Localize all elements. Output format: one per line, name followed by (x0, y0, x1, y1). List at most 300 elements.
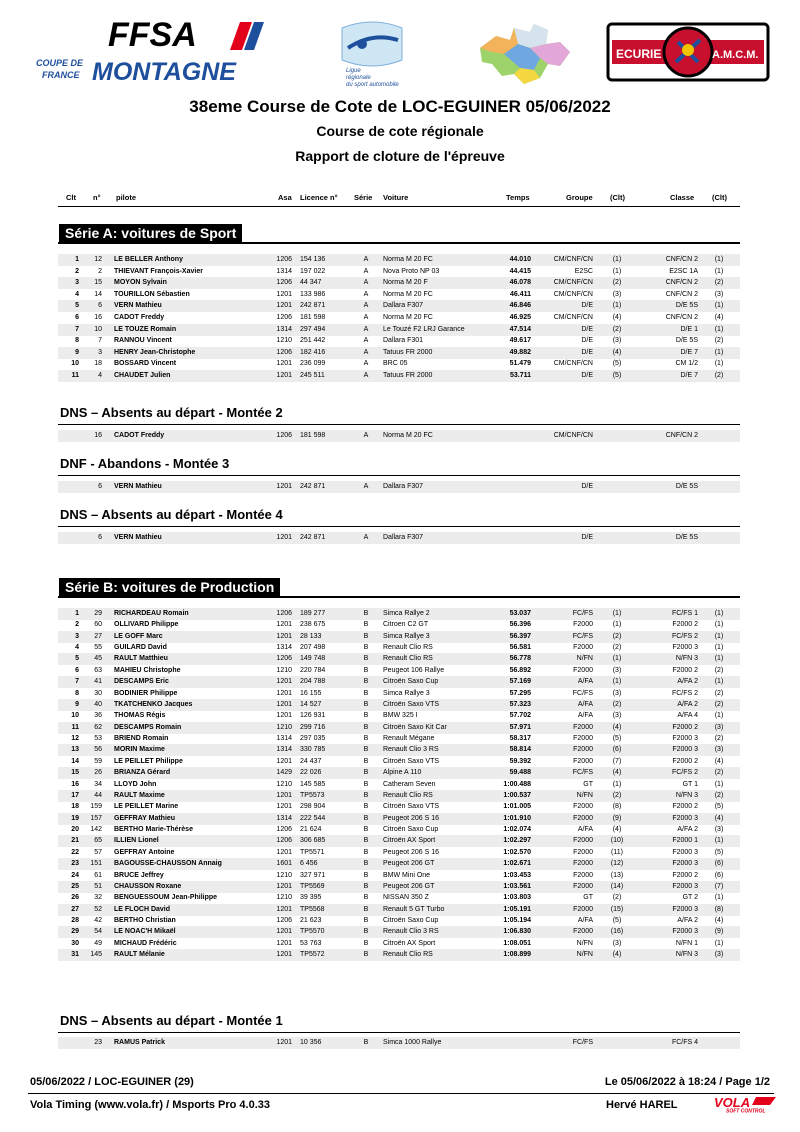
table-row (58, 430, 740, 442)
footer-page: Le 05/06/2022 à 18:24 / Page 1/2 (604, 1076, 770, 1088)
cell-number: 63 (94, 666, 102, 674)
cell-group: F2000 (573, 882, 593, 890)
cell-class-rank: (4) (714, 757, 724, 765)
cell-group: GT (583, 780, 593, 788)
ligue-logo (332, 14, 412, 94)
cell-car: BMW 325 I (383, 712, 418, 720)
cell-pilot: RICHARDEAU Romain (114, 610, 189, 617)
cell-group-rank: (2) (612, 325, 622, 333)
cell-number: 55 (94, 644, 102, 652)
ecurie-amcm-logo (606, 22, 770, 82)
cell-pilot: MICHAUD Frédéric (114, 939, 177, 947)
logo-row (0, 12, 800, 90)
cell-class: CNF/CN 2 (665, 432, 698, 439)
table-row (58, 358, 740, 370)
cell-licence: 297 494 (300, 325, 326, 333)
cell-number: 42 (94, 916, 102, 924)
cell-car: Renault Clio 3 RS (383, 928, 439, 936)
cell-licence: 6 456 (300, 860, 318, 868)
cell-class-rank: (1) (714, 360, 724, 368)
cell-pilot: CADOT Freddy (114, 432, 165, 439)
cell-pilot: RAULT Maxime (114, 791, 165, 799)
col-clt-classe: (Clt) (712, 193, 727, 202)
cell-number: 53 (94, 735, 102, 743)
cell-pilot: VERN Mathieu (114, 302, 162, 310)
col-pilote: pilote (116, 193, 136, 202)
cell-pilot: DESCAMPS Eric (114, 678, 169, 686)
table-row (58, 335, 740, 347)
cell-class: D/E 7 (680, 348, 698, 356)
cell-group: F2000 (573, 644, 593, 652)
cell-serie: B (363, 905, 369, 913)
cell-car: Tatuus FR 2000 (383, 372, 433, 379)
cell-group-rank: (13) (610, 871, 624, 879)
cell-rank: 8 (75, 337, 79, 345)
cell-class: F2000 3 (672, 644, 698, 652)
table-row (58, 892, 740, 904)
serie-b-rule (58, 596, 740, 598)
cell-rank: 30 (71, 939, 79, 947)
cell-group-rank: (1) (612, 256, 622, 263)
cell-asa: 1201 (276, 1039, 292, 1046)
cell-group-rank: (2) (612, 894, 622, 902)
cell-serie: A (363, 348, 369, 356)
cell-group-rank: (4) (612, 723, 622, 731)
cell-time: 46.411 (509, 290, 531, 298)
cell-group: D/E (581, 337, 593, 345)
table-row (58, 277, 740, 289)
cell-group-rank: (6) (612, 746, 622, 754)
cell-class: FC/FS 2 (671, 689, 698, 697)
cell-class-rank: (3) (714, 290, 724, 298)
cell-rank: 23 (71, 860, 79, 868)
cell-licence: 16 155 (300, 689, 322, 697)
cell-car: Citroën AX Sport (383, 837, 436, 845)
cell-time: 44.415 (509, 267, 531, 275)
cell-rank: 3 (75, 279, 79, 287)
cell-class-rank: (1) (714, 712, 724, 720)
column-headers (0, 193, 800, 205)
cell-number: 62 (94, 723, 102, 731)
cell-class: A/FA 4 (677, 712, 698, 720)
cell-licence: 238 675 (300, 621, 326, 629)
cell-time: 59.392 (509, 757, 531, 765)
cell-asa: 1314 (276, 325, 292, 333)
cell-serie: B (363, 826, 369, 834)
cell-group-rank: (4) (612, 769, 622, 777)
cell-class-rank: (2) (714, 769, 724, 777)
cell-number: 44 (94, 791, 102, 799)
cell-group: F2000 (573, 928, 593, 936)
cell-pilot: GUILARD David (114, 644, 167, 652)
cell-rank: 9 (75, 348, 79, 356)
cell-pilot: BRIANZA Gérard (114, 769, 171, 777)
cell-group-rank: (1) (612, 678, 622, 686)
cell-group: F2000 (573, 621, 593, 629)
cell-asa: 1201 (276, 678, 292, 686)
cell-asa: 1206 (276, 837, 292, 845)
cell-number: 142 (90, 826, 102, 834)
cell-rank: 10 (71, 712, 79, 720)
cell-group-rank: (3) (612, 689, 622, 697)
cell-group-rank: (3) (612, 290, 622, 298)
cell-group: FC/FS (572, 689, 593, 697)
cell-number: 23 (94, 1039, 102, 1046)
cell-asa: 1201 (276, 483, 292, 490)
cell-rank: 6 (75, 666, 79, 674)
cell-group-rank: (4) (612, 826, 622, 834)
cell-car: Renault Mégane (383, 735, 435, 743)
cell-asa: 1314 (276, 644, 292, 652)
cell-class-rank: (1) (714, 348, 724, 356)
col-classe: Classe (670, 193, 695, 202)
cell-group-rank: (10) (610, 837, 624, 845)
table-row (58, 347, 740, 359)
cell-car: BMW Mini One (383, 871, 431, 879)
cell-rank: 7 (75, 678, 79, 686)
cell-rank: 17 (71, 791, 79, 799)
cell-licence: 10 356 (300, 1039, 322, 1046)
cell-class-rank: (6) (714, 860, 724, 868)
cell-class-rank: (1) (714, 621, 724, 629)
cell-time: 46.925 (509, 314, 531, 321)
cell-serie: B (363, 803, 369, 811)
cell-asa: 1206 (276, 279, 292, 287)
cell-licence: TP5570 (300, 928, 325, 936)
cell-time: 1:05.194 (503, 916, 531, 924)
table-row (58, 688, 740, 700)
cell-group-rank: (7) (612, 757, 622, 765)
cell-group: CM/CNF/CN (553, 432, 593, 439)
cell-class: D/E 7 (680, 372, 698, 379)
cell-class: E2SC 1A (669, 267, 698, 275)
cell-rank: 20 (71, 826, 79, 834)
vola-sub-text: SOFT CONTROL (726, 1108, 766, 1113)
cell-group: N/FN (576, 655, 593, 663)
cell-number: 59 (94, 757, 102, 765)
cell-serie: B (363, 621, 369, 629)
cell-group-rank: (11) (611, 848, 623, 856)
cell-rank: 10 (71, 360, 79, 368)
cell-group: F2000 (573, 723, 593, 731)
cell-pilot: LE BELLER Anthony (114, 256, 183, 263)
cell-licence: TP5573 (300, 791, 325, 799)
cell-number: 30 (94, 689, 102, 697)
cell-car: Tatuus FR 2000 (383, 348, 433, 356)
cell-pilot: TKATCHENKO Jacques (114, 700, 193, 708)
cell-number: 16 (94, 432, 102, 439)
cell-pilot: TOURILLON Sébastien (114, 290, 190, 298)
cell-pilot: CHAUSSON Roxane (114, 882, 182, 890)
cell-time: 57.323 (509, 700, 531, 708)
cell-time: 59.488 (509, 769, 531, 777)
cell-time: 46.846 (509, 302, 531, 310)
cell-serie: B (363, 791, 369, 799)
cell-car: NISSAN 350 Z (383, 894, 429, 902)
cell-group-rank: (1) (612, 621, 622, 629)
cell-asa: 1201 (276, 803, 292, 811)
cell-time: 53.711 (509, 372, 531, 379)
cell-licence: 44 347 (300, 279, 322, 287)
cell-pilot: BRUCE Jeffrey (114, 871, 164, 879)
cell-class: N/FN 3 (675, 655, 698, 663)
table-row (58, 926, 740, 938)
cell-class: A/FA 2 (677, 700, 698, 708)
cell-car: Citroën Saxo VTS (383, 700, 440, 708)
table-row (58, 312, 740, 324)
cell-class: N/FN 3 (675, 791, 698, 799)
cell-number: 6 (98, 483, 102, 490)
cell-serie: B (363, 757, 369, 765)
cell-licence: 242 871 (300, 534, 326, 541)
cell-class-rank: (1) (714, 678, 724, 686)
cell-pilot: HENRY Jean-Christophe (114, 348, 196, 356)
cell-car: Alpine A 110 (383, 769, 422, 777)
cell-pilot: RANNOU Vincent (114, 337, 172, 345)
cell-group: D/E (581, 302, 593, 310)
cell-group: A/FA (577, 712, 593, 720)
cell-pilot: RAULT Matthieu (114, 655, 168, 663)
cell-time: 58.814 (509, 746, 531, 754)
cell-asa: 1201 (276, 372, 292, 379)
cell-group-rank: (3) (612, 337, 622, 345)
cell-car: Citroën Saxo VTS (383, 757, 440, 765)
cell-class-rank: (1) (714, 655, 724, 663)
cell-time: 1:02.297 (503, 837, 531, 845)
cell-group: F2000 (573, 905, 593, 913)
table-row (58, 949, 740, 961)
cell-pilot: THOMAS Régis (114, 712, 166, 720)
cell-rank: 18 (71, 803, 79, 811)
cell-car: Simca Rallye 3 (383, 689, 430, 697)
cell-asa: 1201 (276, 302, 292, 310)
cell-asa: 1201 (276, 951, 292, 959)
cell-group: E2SC (574, 267, 593, 275)
cell-rank: 14 (71, 757, 79, 765)
cell-number: 151 (90, 860, 102, 868)
cell-rank: 27 (71, 905, 79, 913)
cell-serie: A (363, 314, 369, 321)
cell-class: F2000 3 (672, 860, 698, 868)
table-row (58, 1037, 740, 1049)
cell-serie: B (363, 780, 369, 788)
cell-group-rank: (5) (612, 916, 622, 924)
cell-class-rank: (5) (714, 803, 724, 811)
cell-serie: B (363, 837, 369, 845)
cell-number: 15 (94, 279, 102, 287)
cell-rank: 4 (75, 644, 79, 652)
cell-group-rank: (15) (610, 905, 624, 913)
cell-number: 26 (94, 769, 102, 777)
cell-number: 32 (94, 894, 102, 902)
cell-car: Dallara F307 (383, 483, 424, 490)
cell-pilot: BODINIER Philippe (114, 689, 178, 697)
table-row (58, 642, 740, 654)
cell-number: 45 (94, 655, 102, 663)
cell-serie: A (363, 290, 369, 298)
cell-class-rank: (5) (714, 848, 724, 856)
cell-asa: 1314 (276, 814, 292, 822)
cell-asa: 1201 (276, 700, 292, 708)
cell-number: 157 (90, 814, 102, 822)
cell-class: A/FA 2 (677, 916, 698, 924)
cell-asa: 1314 (276, 267, 292, 275)
cell-class: F2000 2 (672, 757, 698, 765)
cell-group: F2000 (573, 814, 593, 822)
cell-asa: 1201 (276, 290, 292, 298)
cell-number: 7 (98, 337, 102, 345)
cell-group-rank: (1) (612, 780, 622, 788)
cell-pilot: GEFFRAY Mathieu (114, 814, 176, 822)
cell-licence: 39 395 (300, 894, 322, 902)
cell-asa: 1201 (276, 632, 292, 640)
cell-time: 53.037 (509, 610, 531, 617)
cell-asa: 1210 (276, 723, 292, 731)
cell-group: F2000 (573, 735, 593, 743)
header-rule (58, 206, 740, 207)
cell-number: 54 (94, 928, 102, 936)
page-title: 38eme Course de Cote de LOC-EGUINER 05/06/2022 (189, 97, 611, 116)
cell-group: F2000 (573, 837, 593, 845)
cell-car: Norma M 20 F (383, 279, 428, 287)
cell-rank: 5 (75, 302, 79, 310)
cell-group-rank: (1) (612, 267, 622, 275)
cell-class: FC/FS 2 (671, 632, 698, 640)
cell-car: Catheram Seven (383, 780, 436, 788)
cell-class-rank: (1) (714, 632, 724, 640)
cell-licence: 197 022 (300, 267, 326, 275)
cell-asa: 1206 (276, 916, 292, 924)
cell-pilot: MAHIEU Christophe (114, 666, 181, 674)
footer-operator: Hervé HAREL (606, 1099, 678, 1111)
cell-group: A/FA (577, 700, 593, 708)
cell-licence: 251 442 (300, 337, 326, 345)
cell-asa: 1206 (276, 348, 292, 356)
cell-licence: 327 971 (300, 871, 326, 879)
cell-serie: A (363, 337, 369, 345)
cell-group: CM/CNF/CN (553, 279, 593, 287)
cell-car: Simca 1000 Rallye (383, 1039, 442, 1046)
cell-licence: 189 277 (300, 610, 326, 617)
table-row (58, 779, 740, 791)
cell-asa: 1201 (276, 939, 292, 947)
cell-group-rank: (14) (610, 882, 624, 890)
cell-class-rank: (2) (714, 700, 724, 708)
table-row (58, 532, 740, 544)
cell-time: 51.479 (509, 360, 531, 368)
cell-number: 51 (94, 882, 102, 890)
cell-licence: 207 498 (300, 644, 326, 652)
cell-asa: 1210 (276, 666, 292, 674)
cell-licence: 21 623 (300, 916, 322, 924)
cell-group: F2000 (573, 803, 593, 811)
cell-car: Citroën Saxo Cup (383, 916, 439, 924)
cell-group-rank: (3) (612, 712, 622, 720)
cell-asa: 1201 (276, 534, 292, 541)
cell-serie: A (363, 360, 369, 368)
cell-class-rank: (2) (714, 337, 724, 345)
cell-rank: 6 (75, 314, 79, 321)
cell-time: 1:03.453 (503, 871, 531, 879)
serie-b-title: Série B: voitures de Production (59, 578, 280, 598)
cell-licence: 242 871 (300, 483, 326, 490)
ffsa-brand-text: FFSA (108, 16, 197, 54)
cell-time: 1:03.561 (503, 882, 531, 890)
cell-car: Simca Rallye 3 (383, 632, 430, 640)
ffsa-france-text: FRANCE (42, 70, 80, 80)
cell-car: Renault Clio RS (383, 951, 433, 959)
cell-pilot: BRIEND Romain (114, 735, 169, 743)
cell-class: D/E 5S (675, 337, 698, 345)
cell-time: 56.778 (509, 655, 531, 663)
cell-rank: 22 (71, 848, 79, 856)
serie-a-dns2-title: DNS – Absents au départ - Montée 2 (60, 405, 283, 420)
cell-licence: 126 931 (300, 712, 326, 720)
cell-group: FC/FS (572, 1039, 593, 1046)
cell-licence: 24 437 (300, 757, 322, 765)
cell-car: Peugeot 206 S 16 (383, 814, 440, 822)
cell-car: Citroën Saxo VTS (383, 803, 440, 811)
cell-time: 49.617 (509, 337, 531, 345)
cell-rank: 21 (71, 837, 79, 845)
cell-serie: B (363, 814, 369, 822)
cell-time: 1:08.899 (503, 951, 531, 959)
cell-pilot: OLLIVARD Philippe (114, 621, 179, 629)
cell-car: Le Touzé F2 LRJ Garance (383, 325, 465, 333)
cell-class-rank: (1) (714, 256, 724, 263)
page-subtitle: Course de cote régionale (316, 123, 484, 139)
cell-licence: 154 136 (300, 256, 326, 263)
cell-serie: A (363, 534, 369, 541)
svg-text:du sport automobile: du sport automobile (346, 82, 399, 88)
cell-class-rank: (6) (714, 871, 724, 879)
cell-class: F2000 3 (672, 882, 698, 890)
cell-licence: 245 511 (300, 372, 325, 379)
cell-asa: 1201 (276, 360, 292, 368)
cell-group-rank: (9) (612, 814, 622, 822)
cell-car: Peugeot 206 S 16 (383, 848, 440, 856)
cell-pilot: BOSSARD Vincent (114, 360, 177, 368)
cell-serie: A (363, 267, 369, 275)
cell-licence: 22 026 (300, 769, 322, 777)
ecurie-left-text: ECURIE (616, 47, 662, 61)
cell-group-rank: (5) (612, 372, 622, 379)
cell-number: 60 (94, 621, 102, 629)
cell-asa: 1206 (276, 655, 292, 663)
cell-serie: A (363, 432, 369, 439)
cell-number: 40 (94, 700, 102, 708)
cell-pilot: BENGUESSOUM Jean-Philippe (114, 894, 218, 902)
cell-group-rank: (4) (612, 951, 622, 959)
cell-rank: 11 (71, 723, 79, 731)
cell-class-rank: (4) (714, 314, 724, 321)
cell-pilot: LE TOUZE Romain (114, 325, 177, 333)
cell-group: F2000 (573, 871, 593, 879)
svg-text:régionale: régionale (346, 75, 371, 81)
col-num: n° (93, 193, 101, 202)
table-row (58, 665, 740, 677)
cell-number: 10 (94, 325, 102, 333)
cell-pilot: VERN Mathieu (114, 534, 162, 541)
cell-licence: 14 527 (300, 700, 322, 708)
col-groupe: Groupe (566, 193, 593, 202)
vola-logo (712, 1095, 778, 1113)
cell-time: 1:02.074 (503, 826, 531, 834)
col-asa: Asa (278, 193, 292, 202)
cell-car: Renault Clio RS (383, 791, 433, 799)
cell-class: F2000 2 (672, 666, 698, 674)
ffsa-coupe-text: COUPE DE (36, 58, 84, 68)
